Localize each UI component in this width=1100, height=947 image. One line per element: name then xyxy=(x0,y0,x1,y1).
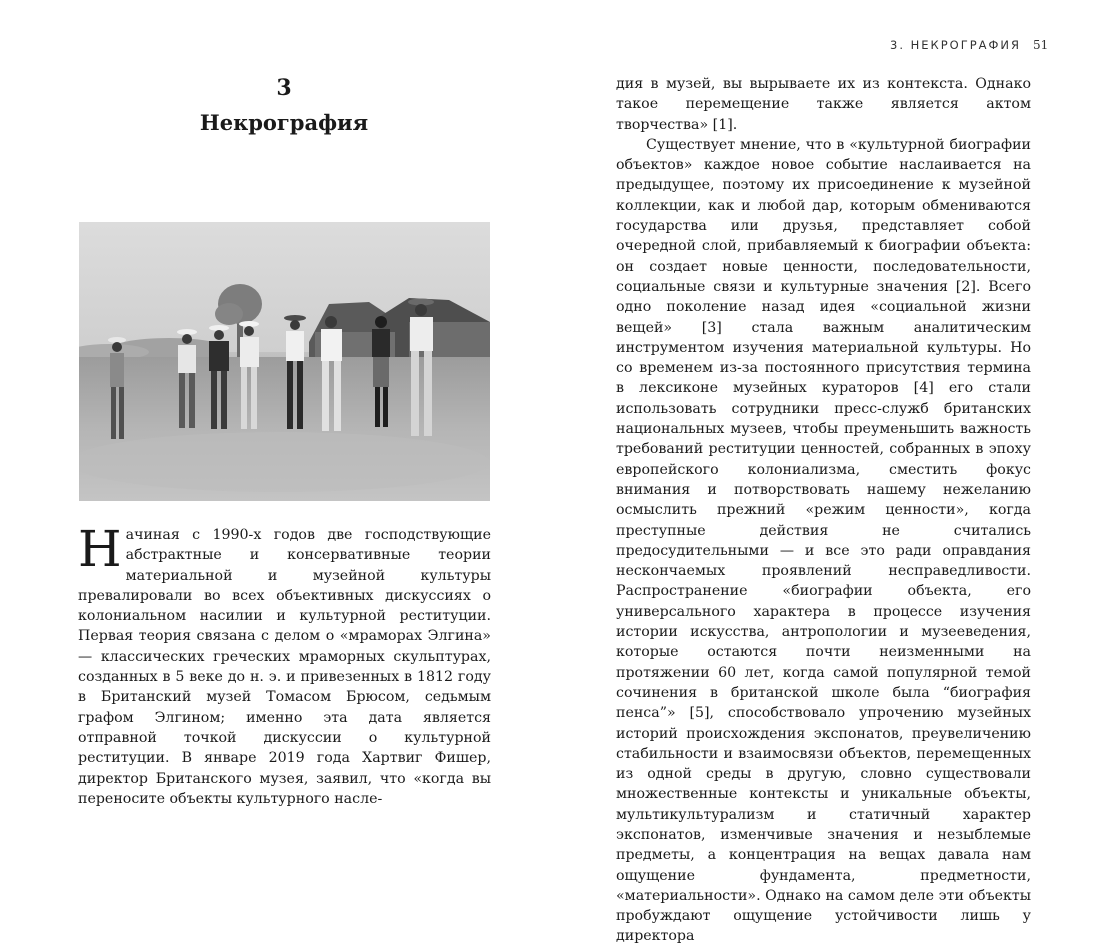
paragraph: Существует мнение, что в «культурной биографии объектов» каждое новое событие наслаивается на предыдущее, поэтому их присоединение к музейной коллекции, как и любой дар, которым обмениваются государства или друзья, представляет собой очередной слой, прибавляемый к биографии объекта: он создает новые ценности, последовательности, социальные связи и культурные значения [2]. Всего одно поколение назад идея «социальной жизни вещей» [3] стала важным аналитическим инструментом изучения материальной культуры. Но со временем из-за постоянного присутствия термина в лексиконе музейных кураторов [4] его стали использовать сотрудники пресс-служб британских национальных музеев, чтобы преуменьшить важность требований реституции ценностей, собранных в эпоху европейского колониализма, сместить фокус внимания и потворствовать нашему нежеланию осмыслить прежний «режим ценности», когда преступные действия не считались предосудительными — и все это ради оправдания нескончаемых проявлений несправедливости. Распространение «биографии объекта, его универсального характера в процессе изучения истории искусства, антропологии и музееведения, которые остаются почти неизменными на протяжении 60 лет, когда самой популярной темой сочинения в британской школе была “биография пенса”» [5], способствовало упрочению музейных историй происхождения экспонатов, преувеличению стабильности и взаимосвязи объектов, перемещенных из одной среды в другую, словно существовали множественные контексты и уникальные объекты, мультикультурализм и статичный характер экспонатов, изменчивые значения и незыблемые предметы, а концентрация на вещах давала нам ощущение фундамента, предметности, «материальности». Однако на самом деле эти объекты пробуждают ощущение устойчивости лишь у директора xyxy=(616,136,1031,945)
continued-paragraph: дия в музей, вы вырываете их из контекста. Однако такое перемещение также является актом творчества» [1]. xyxy=(616,76,1031,133)
left-body-text xyxy=(78,520,491,809)
left-page xyxy=(0,0,550,825)
running-head-title: 3. НЕКРОГРАФИЯ xyxy=(890,38,1022,52)
opening-paragraph-text: ачиная с 1990-х годов две господствующие абстрактные и консервативные теории материальной и музейной культуры превалировали во всех объективных дискуссиях о колониальном насилии и культурной реституции. Первая теория связана с делом о «мраморах Элгина» — классических греческих мраморных скульптурах, созданных в 5 веке до н. э. и привезенных в 1812 году в Британский музей Томасом Брюсом, седьмым графом Элгином; именно эта дата является отправной точкой дискуссии о культурной реституции. В январе 2019 года Хартвиг Фишер, директор Британского музея, заявил, что «когда вы переносите объекты культурного насле- xyxy=(78,527,491,807)
running-head xyxy=(890,38,1049,52)
historical-photograph xyxy=(79,222,490,501)
drop-cap: Н xyxy=(78,520,122,578)
chapter-number: 3 xyxy=(276,75,292,101)
page-number: 51 xyxy=(1033,38,1049,52)
chapter-title: Некрография xyxy=(199,110,369,135)
right-page xyxy=(550,0,1100,945)
photo-illustration xyxy=(79,222,490,501)
opening-paragraph xyxy=(78,520,491,809)
right-body-text xyxy=(616,74,1031,947)
